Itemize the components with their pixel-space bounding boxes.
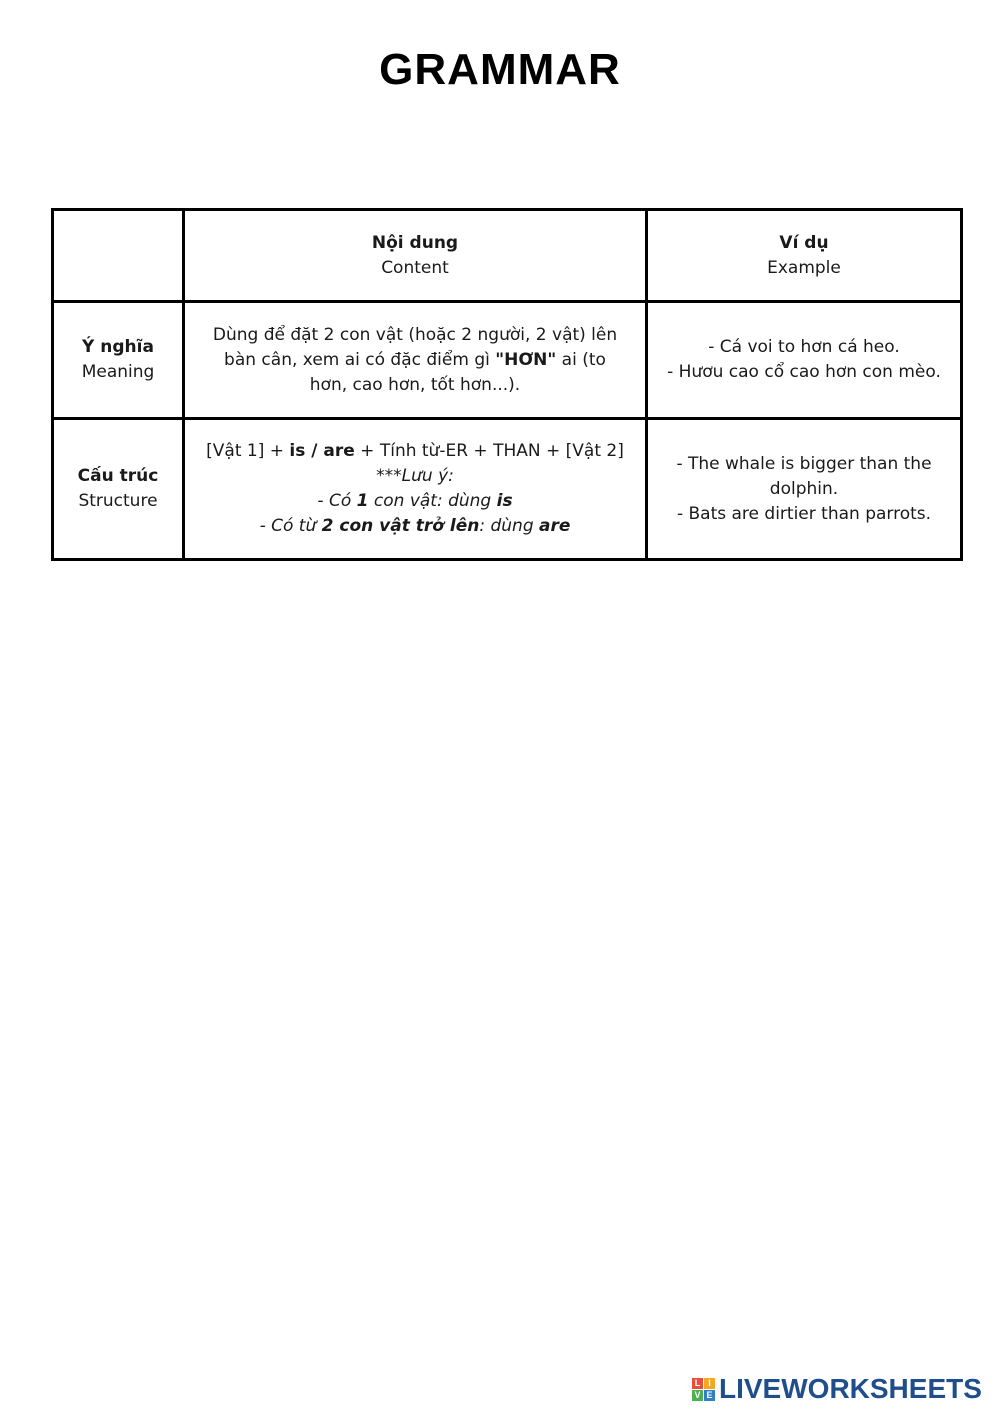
structure-label-cell <box>53 419 184 560</box>
rule1-d: is <box>496 491 513 511</box>
meaning-content-post: ai (to hơn, cao hơn, tốt hơn...). <box>309 349 606 395</box>
meaning-example-1: - Cá voi to hơn cá heo. <box>708 337 900 357</box>
logo-badge-i: I <box>704 1378 715 1389</box>
meaning-example-cell <box>647 302 962 419</box>
table-header-row <box>53 210 962 302</box>
structure-rule-2 <box>199 514 631 539</box>
structure-example-2: - Bats are dirtier than parrots. <box>676 503 932 524</box>
logo-text: LIVEWORKSHEETS <box>719 1373 982 1404</box>
structure-content-cell <box>184 419 647 560</box>
page-title: GRAMMAR <box>379 45 621 94</box>
header-example-en: Example <box>767 257 841 278</box>
rule2-c: : dùng <box>479 516 540 536</box>
meaning-label-cell <box>53 302 184 419</box>
header-empty-cell <box>53 210 184 302</box>
structure-example-1: - The whale is bigger than the dolphin. <box>676 453 932 499</box>
header-content-vi: Nội dung <box>371 232 459 253</box>
structure-label-vi: Cấu trúc <box>77 466 159 486</box>
structure-row <box>53 419 962 560</box>
meaning-example-2: - Hươu cao cổ cao hơn con mèo. <box>667 362 941 382</box>
structure-formula <box>199 439 631 464</box>
header-example-vi: Ví dụ <box>779 232 829 253</box>
structure-example-cell <box>647 419 962 560</box>
meaning-label-vi: Ý nghĩa <box>82 337 154 357</box>
rule2-b: 2 con vật trở lên <box>321 516 480 536</box>
header-example-cell <box>647 210 962 302</box>
logo-badge-icon <box>692 1378 715 1401</box>
structure-note: ***Lưu ý: <box>376 466 454 486</box>
meaning-row <box>53 302 962 419</box>
meaning-content-bold: "HƠN" <box>495 349 557 370</box>
structure-label-en: Structure <box>78 491 158 511</box>
header-content-en: Content <box>381 257 449 278</box>
formula-part-b: + Tính từ-ER + THAN + [Vật 2] <box>354 441 624 461</box>
header-content-cell <box>184 210 647 302</box>
logo-badge-v: V <box>692 1390 703 1401</box>
rule2-d: are <box>539 516 571 536</box>
formula-part-a: [Vật 1] + <box>206 441 290 461</box>
liveworksheets-logo[interactable] <box>692 1372 982 1406</box>
formula-verb: is / are <box>289 441 355 461</box>
rule1-b: 1 <box>356 491 369 511</box>
meaning-label-en: Meaning <box>81 362 155 382</box>
rule1-c: con vật: dùng <box>368 491 497 511</box>
meaning-content-pre: Dùng để đặt 2 con vật (hoặc 2 người, 2 vật) lên bàn cân, xem ai có đặc điểm gì <box>212 324 618 370</box>
logo-badge-e: E <box>704 1390 715 1401</box>
grammar-table <box>51 208 963 561</box>
logo-badge-l: L <box>692 1378 703 1389</box>
meaning-content-cell <box>184 302 647 419</box>
rule2-a: - Có từ <box>259 516 322 536</box>
structure-rule-1 <box>199 489 631 514</box>
rule1-a: - Có <box>317 491 357 511</box>
